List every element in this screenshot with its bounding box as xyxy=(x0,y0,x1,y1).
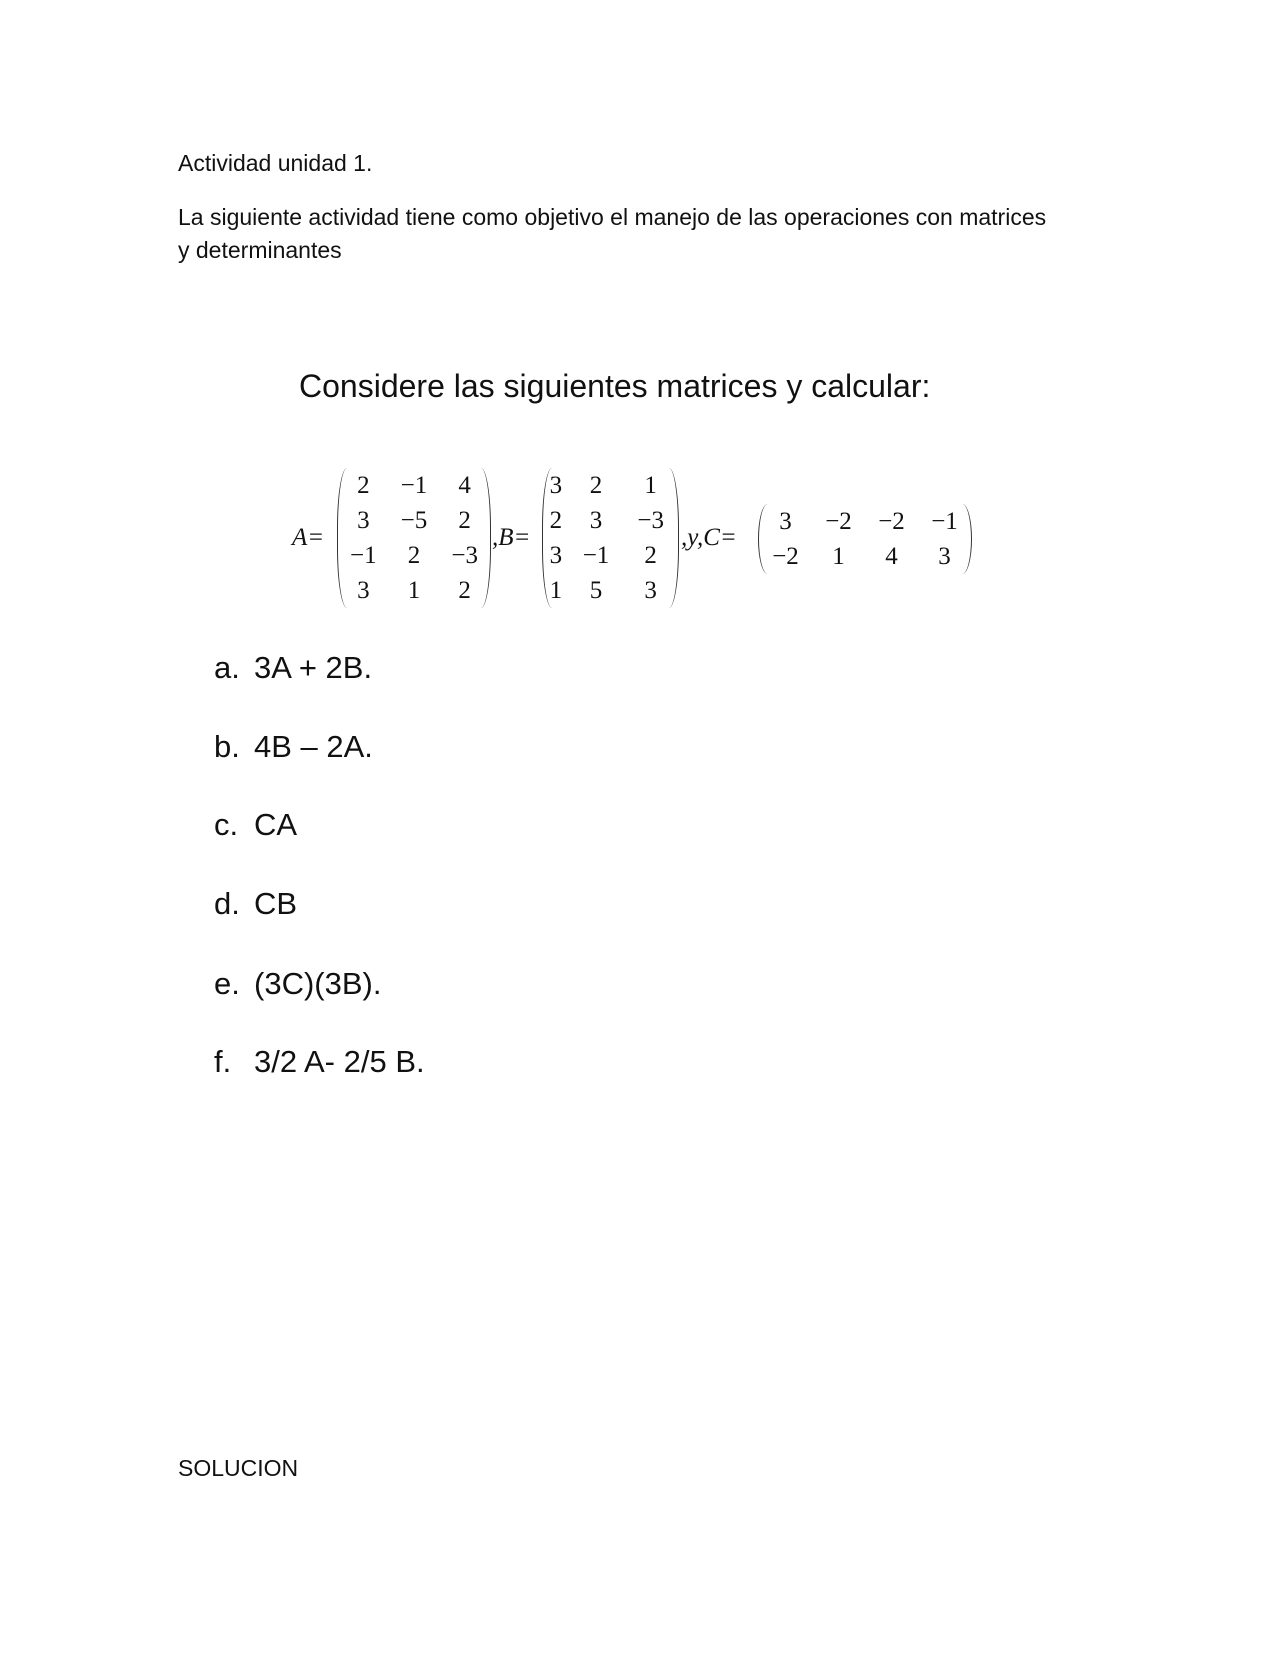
item-label: c. xyxy=(214,807,239,842)
list-item xyxy=(214,805,297,845)
matrix-cell: −2 xyxy=(878,507,905,535)
matrix-definitions xyxy=(292,468,992,618)
matrix-cell: 2 xyxy=(357,471,370,499)
item-label: b. xyxy=(214,729,240,764)
item-label: a. xyxy=(214,650,240,685)
matrix-cell: 3 xyxy=(779,507,792,535)
matrix-c-label: ,y,C= xyxy=(681,524,737,551)
matrix-cell: 2 xyxy=(549,506,563,534)
matrix-a-row xyxy=(338,538,490,573)
exercise-prompt: Considere las siguientes matrices y calcular: xyxy=(299,368,931,404)
matrix-cell: 3 xyxy=(549,471,563,499)
list-item xyxy=(214,648,372,688)
matrix-cell: −3 xyxy=(637,506,664,534)
activity-heading: Actividad unidad 1. xyxy=(178,150,373,176)
matrix-cell: 1 xyxy=(407,576,421,604)
matrix-cell: 2 xyxy=(644,541,657,569)
matrix-cell: 3 xyxy=(357,576,370,604)
matrix-cell: −5 xyxy=(400,506,428,534)
matrix-cell: 2 xyxy=(458,576,471,604)
matrix-cell: 2 xyxy=(589,471,603,499)
item-text: 3/2 A- 2/5 B. xyxy=(254,1044,425,1079)
intro-paragraph: La siguiente actividad tiene como objetivo el manejo de las operaciones con matrices y determinantes xyxy=(178,204,1047,263)
item-text: (3C)(3B). xyxy=(254,966,382,1001)
matrix-cell: 5 xyxy=(589,576,603,604)
item-text: 4B – 2A. xyxy=(254,729,373,764)
matrix-cell: −2 xyxy=(825,507,852,535)
matrix-cell: −1 xyxy=(931,507,958,535)
matrix-cell: −1 xyxy=(582,541,610,569)
item-text: CB xyxy=(254,886,298,921)
solution-heading: SOLUCION xyxy=(178,1455,299,1481)
matrix-a-label: A= xyxy=(292,524,325,551)
matrix-c xyxy=(758,504,972,574)
matrix-c-row xyxy=(759,504,971,539)
matrix-cell: 1 xyxy=(832,542,845,570)
matrix-b-row xyxy=(543,573,678,608)
matrix-a xyxy=(337,468,491,608)
item-label: d. xyxy=(214,886,240,921)
matrix-c-row xyxy=(759,539,971,574)
matrix-b-row xyxy=(543,503,678,538)
matrix-cell: 1 xyxy=(644,471,657,499)
matrix-a-row xyxy=(338,503,490,538)
matrix-cell: 4 xyxy=(885,542,898,570)
matrix-b xyxy=(542,468,679,608)
matrix-b-row xyxy=(543,538,678,573)
matrix-cell: 3 xyxy=(589,506,603,534)
item-text: 3A + 2B. xyxy=(254,650,373,685)
item-label: e. xyxy=(214,966,240,1001)
matrix-cell: 2 xyxy=(407,541,421,569)
list-item xyxy=(214,727,373,767)
matrix-a-row xyxy=(338,573,490,608)
matrix-b-label: ,B= xyxy=(492,524,531,551)
matrix-cell: 3 xyxy=(549,541,563,569)
item-label: f. xyxy=(214,1044,232,1079)
list-item xyxy=(214,964,381,1004)
matrix-cell: 1 xyxy=(549,576,563,604)
matrix-cell: 3 xyxy=(938,542,951,570)
item-text: CA xyxy=(254,807,298,842)
matrix-a-row xyxy=(338,468,490,503)
list-item xyxy=(214,884,297,924)
matrix-cell: −1 xyxy=(350,541,377,569)
matrix-cell: −3 xyxy=(451,541,478,569)
matrix-cell: 3 xyxy=(644,576,657,604)
matrix-b-row xyxy=(543,468,678,503)
matrix-cell: 4 xyxy=(458,471,471,499)
matrix-cell: 2 xyxy=(458,506,471,534)
matrix-cell: −2 xyxy=(772,542,799,570)
matrix-cell: −1 xyxy=(400,471,428,499)
matrix-cell: 3 xyxy=(357,506,370,534)
list-item xyxy=(214,1042,425,1082)
